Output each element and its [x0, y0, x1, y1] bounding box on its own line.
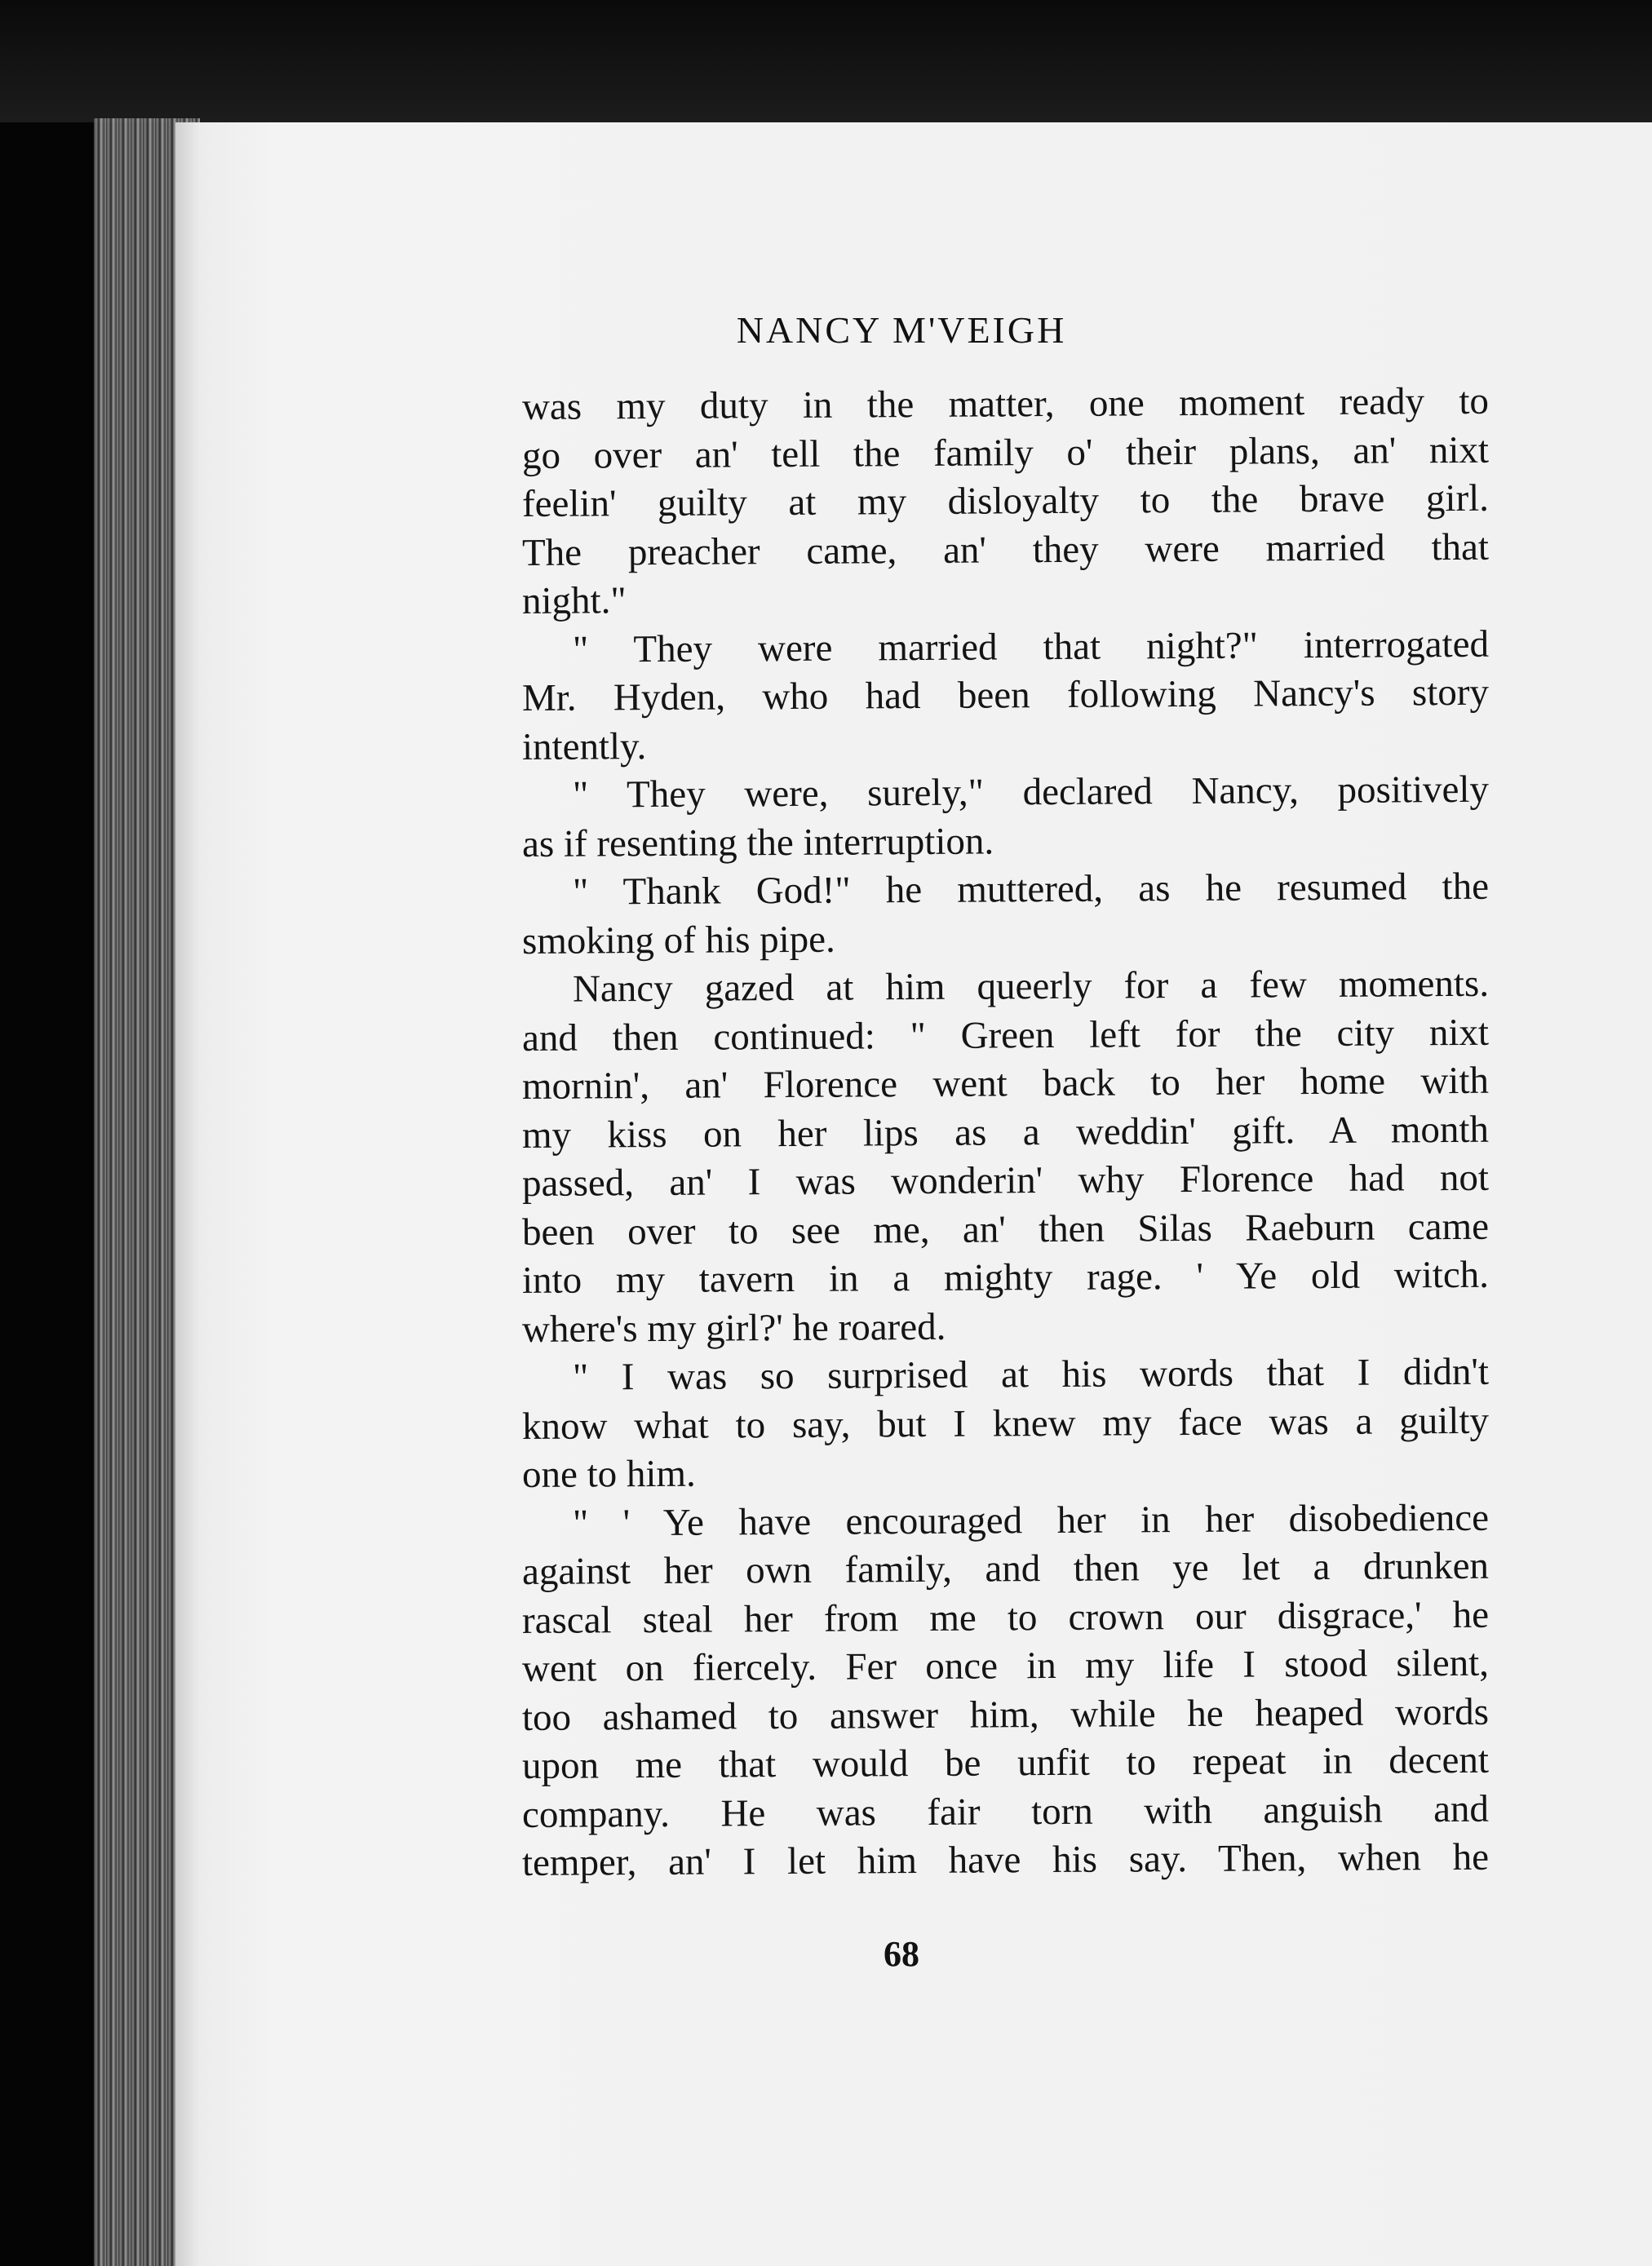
scan-background: [0, 0, 1652, 122]
text-line: too ashamed to answer him, while he heaped words: [521, 1690, 1490, 1739]
text-line: where's my girl?' he roared.: [521, 1305, 946, 1351]
text-line: my kiss on her lips as a weddin' gift. A month: [521, 1108, 1490, 1157]
text-line: go over an' tell the family o' their plans, an' nixt: [521, 428, 1490, 477]
text-line: rascal steal her from me to crown our disgrace,' he: [521, 1593, 1490, 1642]
text-line: into my tavern in a mighty rage. ' Ye old witch.: [521, 1253, 1490, 1302]
running-header: NANCY M'VEIGH: [736, 309, 1067, 351]
text-line: one to him.: [521, 1452, 696, 1496]
text-line: smoking of his pipe.: [521, 918, 835, 963]
text-line: company. He was fair torn with anguish and: [521, 1787, 1490, 1836]
text-line: feelin' guilty at my disloyalty to the brave girl.: [521, 476, 1490, 525]
text-line: went on fiercely. Fer once in my life I stood silent,: [521, 1641, 1490, 1690]
text-line: and then continued: " Green left for the city nixt: [521, 1011, 1490, 1060]
text-line: as if resenting the interruption.: [521, 819, 994, 865]
page-number: 68: [884, 1934, 919, 1974]
text-line: temper, an' I let him have his say. Then, when he: [521, 1835, 1490, 1884]
text-line: " ' Ye have encouraged her in her disobedience: [572, 1496, 1490, 1545]
text-line: Nancy gazed at him queerly for a few moments.: [572, 962, 1490, 1011]
text-line: The preacher came, an' they were married that: [521, 525, 1490, 574]
text-line: night.": [521, 579, 627, 622]
text-line: " Thank God!" he muttered, as he resumed the: [572, 865, 1490, 914]
text-line: Mr. Hyden, who had been following Nancy's story: [521, 671, 1490, 719]
text-line: know what to say, but I knew my face was a guilty: [521, 1399, 1490, 1448]
text-line: been over to see me, an' then Silas Raeburn came: [521, 1205, 1490, 1254]
body-text: [521, 379, 1490, 1888]
text-line: " They were, surely," declared Nancy, positively: [572, 768, 1490, 817]
text-line: " I was so surprised at his words that I didn't: [572, 1350, 1490, 1399]
text-line: against her own family, and then ye let a drunken: [521, 1544, 1490, 1593]
text-line: passed, an' I was wonderin' why Florence had not: [521, 1156, 1490, 1205]
text-line: intently.: [521, 724, 647, 768]
text-line: " They were married that night?" interrogated: [572, 622, 1490, 671]
text-line: was my duty in the matter, one moment ready to: [521, 379, 1490, 428]
text-line: mornin', an' Florence went back to her home with: [521, 1059, 1490, 1108]
text-line: upon me that would be unfit to repeat in decent: [521, 1738, 1490, 1787]
